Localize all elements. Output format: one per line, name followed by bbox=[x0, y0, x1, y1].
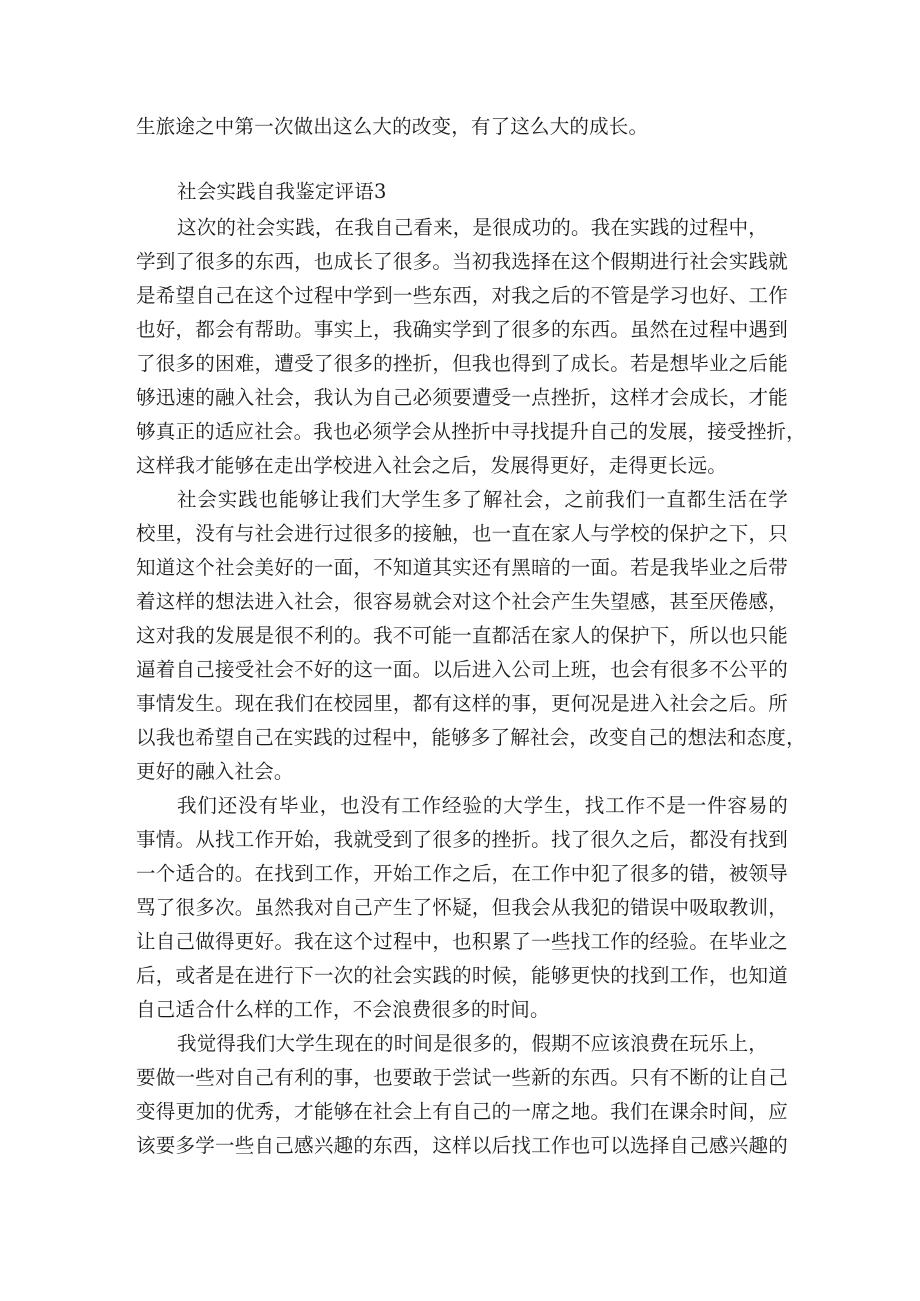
text-line: 着这样的想法进入社会，很容易就会对这个社会产生失望感，甚至厌倦感， bbox=[136, 590, 788, 613]
text-line: 事情发生。现在我们在校园里，都有这样的事，更何况是进入社会之后。所 bbox=[136, 692, 788, 715]
text-line: 变得更加的优秀，才能够在社会上有自己的一席之地。我们在课余时间，应 bbox=[136, 1100, 788, 1123]
text-line: 让自己做得更好。我在这个过程中，也积累了一些找工作的经验。在毕业之 bbox=[136, 930, 788, 953]
text-line: 这对我的发展是很不利的。我不可能一直都活在家人的保护下，所以也只能 bbox=[136, 624, 788, 647]
text-line: 我们还没有毕业，也没有工作经验的大学生，找工作不是一件容易的 bbox=[177, 794, 788, 817]
text-line: 够真正的适应社会。我也必须学会从挫折中寻找提升自己的发展，接受挫折， bbox=[136, 420, 806, 443]
text-line: 这样我才能够在走出学校进入社会之后，发展得更好，走得更长远。 bbox=[136, 454, 728, 477]
text-line: 事情。从找工作开始，我就受到了很多的挫折。找了很久之后，都没有找到 bbox=[136, 828, 788, 851]
text-line: 了很多的困难，遭受了很多的挫折，但我也得到了成长。若是想毕业之后能 bbox=[136, 352, 788, 375]
text-line: 更好的融入社会。 bbox=[136, 760, 294, 783]
text-line: 社会实践也能够让我们大学生多了解社会，之前我们一直都生活在学 bbox=[177, 488, 788, 511]
text-line: 学到了很多的东西，也成长了很多。当初我选择在这个假期进行社会实践就 bbox=[136, 250, 788, 273]
text-line: 自己适合什么样的工作，不会浪费很多的时间。 bbox=[136, 998, 550, 1021]
text-line: 知道这个社会美好的一面，不知道其实还有黑暗的一面。若是我毕业之后带 bbox=[136, 556, 788, 579]
text-line: 该要多学一些自己感兴趣的东西，这样以后找工作也可以选择自己感兴趣的 bbox=[136, 1134, 788, 1157]
text-line: 要做一些对自己有利的事，也要敢于尝试一些新的东西。只有不断的让自己 bbox=[136, 1066, 788, 1089]
text-line: 以我也希望自己在实践的过程中，能够多了解社会，改变自己的想法和态度， bbox=[136, 726, 806, 749]
text-line: 后，或者是在进行下一次的社会实践的时候，能够更快的找到工作，也知道 bbox=[136, 964, 788, 987]
section-heading: 社会实践自我鉴定评语3 bbox=[177, 180, 387, 203]
text-line: 生旅途之中第一次做出这么大的改变，有了这么大的成长。 bbox=[136, 115, 649, 138]
text-line: 也好，都会有帮助。事实上，我确实学到了很多的东西。虽然在过程中遇到 bbox=[136, 318, 788, 341]
text-line: 这次的社会实践，在我自己看来，是很成功的。我在实践的过程中， bbox=[177, 216, 769, 239]
text-line: 够迅速的融入社会，我认为自己必须要遭受一点挫折，这样才会成长，才能 bbox=[136, 386, 788, 409]
text-line: 逼着自己接受社会不好的这一面。以后进入公司上班，也会有很多不公平的 bbox=[136, 658, 788, 681]
text-line: 一个适合的。在找到工作，开始工作之后，在工作中犯了很多的错，被领导 bbox=[136, 862, 788, 885]
text-line: 校里，没有与社会进行过很多的接触，也一直在家人与学校的保护之下，只 bbox=[136, 522, 788, 545]
text-line: 是希望自己在这个过程中学到一些东西，对我之后的不管是学习也好、工作 bbox=[136, 284, 788, 307]
text-line: 我觉得我们大学生现在的时间是很多的，假期不应该浪费在玩乐上， bbox=[177, 1032, 769, 1055]
text-line: 骂了很多次。虽然我对自己产生了怀疑，但我会从我犯的错误中吸取教训， bbox=[136, 896, 788, 919]
